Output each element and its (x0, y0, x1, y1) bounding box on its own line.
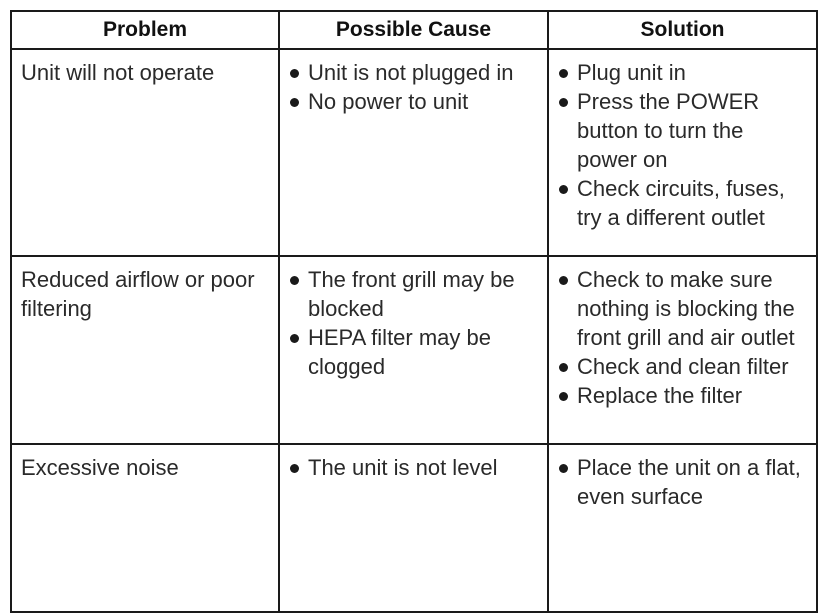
solution-item: Plug unit in (558, 58, 808, 87)
table-body (11, 49, 817, 612)
cause-item: Unit is not plugged in (289, 58, 539, 87)
header-solution: Solution (548, 11, 817, 49)
cause-list (289, 453, 539, 482)
table-header (11, 11, 817, 49)
solution-item: Check and clean filter (558, 352, 808, 381)
cause-list (289, 265, 539, 381)
cause-item: No power to unit (289, 87, 539, 116)
solution-cell (548, 49, 817, 256)
solution-item: Check circuits, fuses, try a different outlet (558, 174, 808, 232)
table-row (11, 49, 817, 256)
table-row (11, 256, 817, 444)
cause-item: HEPA filter may be clogged (289, 323, 539, 381)
troubleshooting-table (10, 10, 818, 613)
solution-cell (548, 444, 817, 612)
solution-item: Check to make sure nothing is blocking the front grill and air outlet (558, 265, 808, 352)
header-row (11, 11, 817, 49)
problem-cell: Unit will not operate (11, 49, 279, 256)
problem-cell: Excessive noise (11, 444, 279, 612)
cause-cell (279, 444, 548, 612)
cause-cell (279, 49, 548, 256)
troubleshooting-table-wrapper (10, 10, 816, 602)
problem-cell: Reduced airflow or poor filtering (11, 256, 279, 444)
header-problem: Problem (11, 11, 279, 49)
cause-item: The front grill may be blocked (289, 265, 539, 323)
table-row (11, 444, 817, 612)
cause-cell (279, 256, 548, 444)
solution-item: Replace the filter (558, 381, 808, 410)
solution-list (558, 58, 808, 232)
cause-item: The unit is not level (289, 453, 539, 482)
solution-list (558, 453, 808, 511)
cause-list (289, 58, 539, 116)
solution-item: Place the unit on a flat, even surface (558, 453, 808, 511)
header-possible-cause: Possible Cause (279, 11, 548, 49)
solution-list (558, 265, 808, 410)
solution-item: Press the POWER button to turn the power on (558, 87, 808, 174)
solution-cell (548, 256, 817, 444)
